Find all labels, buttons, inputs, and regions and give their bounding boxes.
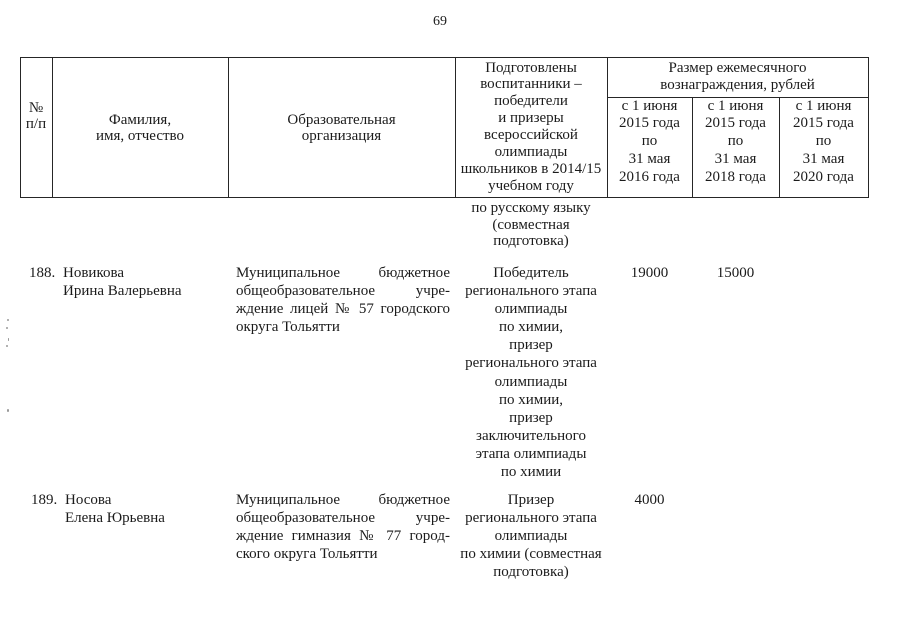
header-period-2018 <box>692 98 779 187</box>
continuation-line: (совместная <box>492 216 570 233</box>
header-name-cell <box>52 112 228 144</box>
reward-cell-2016: 4000 <box>634 492 665 508</box>
header-reward-title-line: вознаграждения, рублей <box>660 76 815 93</box>
row-prepared-line: регионального этапа <box>465 510 597 526</box>
row-prepared-cell <box>455 491 607 581</box>
continuation-line: по русскому языку <box>471 200 591 216</box>
reward-cell-2018: 15000 <box>716 265 755 281</box>
header-name-line: Фамилия, <box>108 112 172 128</box>
row-name-cell <box>65 491 228 527</box>
row-prepared-line: по химии, <box>498 319 564 336</box>
scan-artifact <box>7 409 9 412</box>
header-prepared-cell <box>455 60 607 195</box>
row-organization-line: округа Тольятти <box>236 319 340 336</box>
header-prepared-line: учебном году <box>488 177 574 194</box>
row-name-line: Елена Юрьевна <box>65 510 165 526</box>
row-prepared-line: олимпиады <box>494 528 568 544</box>
header-period-2016 <box>607 98 692 187</box>
header-organization-line: организация <box>301 128 382 144</box>
row-prepared-cell <box>455 264 607 481</box>
header-name-line: имя, отчество <box>95 128 185 144</box>
continuation-prepared-cell <box>455 200 607 250</box>
row-organization-line: ждение гимназия № 77 город- <box>236 528 450 544</box>
header-prepared-line: победители <box>494 93 568 110</box>
row-prepared-line: подготовка) <box>493 564 569 580</box>
header-prepared-line: Подготовлены <box>485 59 577 76</box>
header-number-line: п/п <box>25 116 47 132</box>
header-prepared-line: воспитанники – <box>480 76 582 93</box>
scan-artifact <box>6 327 8 329</box>
header-prepared-line: олимпиады <box>494 144 568 161</box>
row-name-line: Носова <box>65 492 112 508</box>
row-organization-line: общеобразовательное учре- <box>236 510 450 526</box>
header-period-line: 2016 года <box>619 168 680 185</box>
row-prepared-line: регионального этапа <box>465 283 597 300</box>
row-name-line: Ирина Валерьевна <box>63 283 182 300</box>
header-period-line: 2015 года <box>705 115 766 132</box>
row-prepared-line: заключительного <box>476 427 586 444</box>
header-number-cell <box>20 100 52 132</box>
header-period-2020 <box>779 98 868 187</box>
row-organization-line: ского округа Тольятти <box>236 546 378 562</box>
header-period-line: 31 мая <box>628 150 671 167</box>
row-prepared-line: олимпиады <box>494 373 568 390</box>
header-period-line: с 1 июня <box>795 97 852 114</box>
header-period-line: по <box>641 133 658 149</box>
header-period-line: с 1 июня <box>707 97 764 114</box>
row-prepared-line: Победитель <box>493 265 569 281</box>
row-organization-line: общеобразовательное учре- <box>236 283 450 300</box>
scan-artifact <box>6 345 8 347</box>
reward-cell-2016: 19000 <box>630 265 669 281</box>
continuation-line: подготовка) <box>493 233 569 249</box>
header-reward-title-line: Размер ежемесячного <box>668 60 807 76</box>
scan-artifact <box>7 319 9 321</box>
header-prepared-line: школьников в 2014/15 <box>460 160 602 177</box>
header-prepared-line: всероссийской <box>484 127 578 144</box>
header-period-line: 2020 года <box>793 168 854 185</box>
header-period-line: 31 мая <box>802 150 845 167</box>
row-organization-cell <box>236 491 450 563</box>
row-prepared-line: по химии, <box>498 391 564 408</box>
row-number: 188. <box>29 265 56 281</box>
row-organization-cell <box>236 264 450 336</box>
page-number: 69 <box>433 14 447 29</box>
row-prepared-line: олимпиады <box>494 301 568 318</box>
header-period-line: по <box>727 133 744 149</box>
row-prepared-line: регионального этапа <box>465 355 597 372</box>
header-period-line: с 1 июня <box>621 97 678 114</box>
row-organization-line: Муниципальное бюджетное <box>236 492 450 508</box>
row-prepared-line: призер <box>509 337 553 354</box>
header-period-line: 2015 года <box>619 115 680 132</box>
scan-artifact <box>8 338 9 341</box>
header-period-line: 31 мая <box>714 150 757 167</box>
row-prepared-line: по химии (совместная <box>460 546 602 562</box>
header-number-line: № <box>28 100 44 116</box>
row-prepared-line: этапа олимпиады <box>475 445 587 462</box>
header-prepared-line: и призеры <box>498 110 564 127</box>
row-name-cell <box>63 264 228 300</box>
row-prepared-line: призер <box>509 409 553 426</box>
header-reward-title <box>607 60 868 93</box>
row-prepared-line: по химии <box>500 464 562 481</box>
header-period-line: 2015 года <box>793 115 854 132</box>
row-name-line: Новикова <box>63 265 125 281</box>
header-organization-cell <box>228 112 455 144</box>
header-period-line: 2018 года <box>705 168 766 185</box>
row-number: 189. <box>31 492 58 508</box>
row-prepared-line: Призер <box>507 492 555 508</box>
row-organization-line: Муниципальное бюджетное <box>236 265 450 281</box>
header-period-line: по <box>815 133 832 149</box>
row-organization-line: ждение лицей № 57 городского <box>236 301 450 318</box>
header-organization-line: Образовательная <box>287 112 396 128</box>
